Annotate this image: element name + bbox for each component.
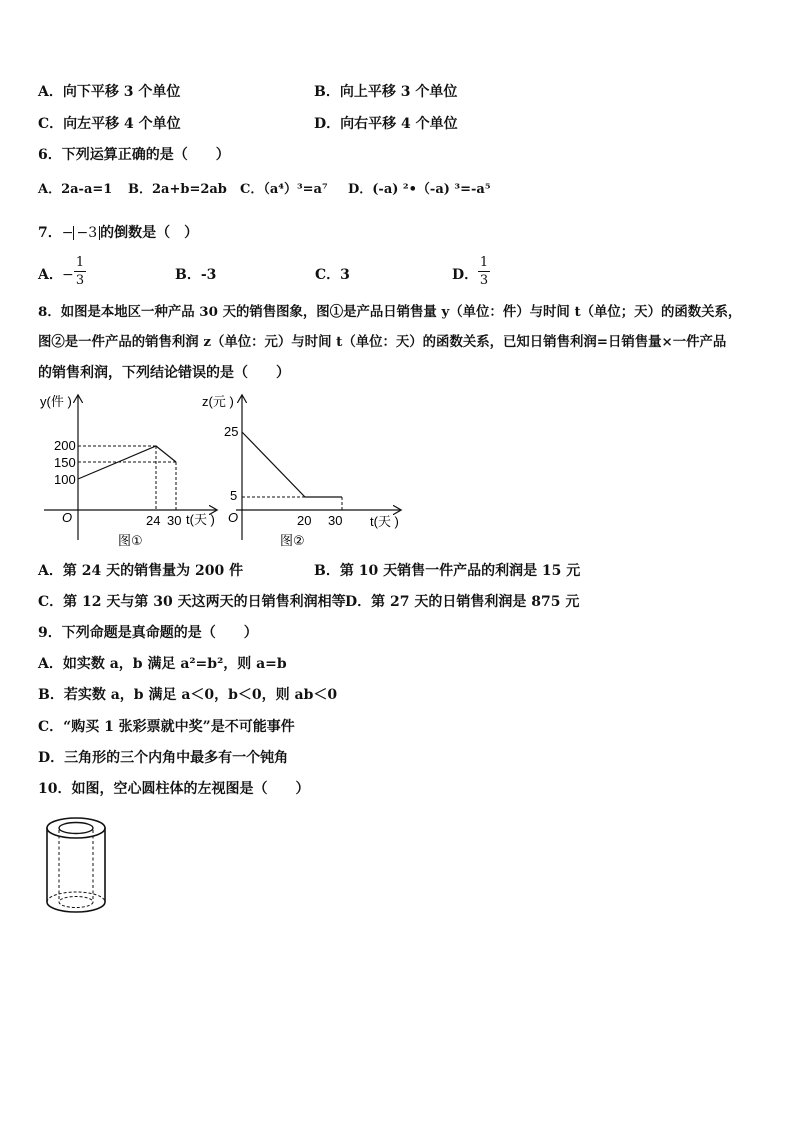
graph-1-y-label: y(件 )	[40, 394, 72, 409]
graph-1-x-label: t(天 )	[186, 512, 215, 527]
q9-option-c: C．“购买 1 张彩票就中奖”是不可能事件	[38, 719, 295, 735]
q7-option-d-numerator: 1	[479, 255, 489, 270]
q8-stem-line-3: 的销售利润，下列结论错误的是（ ）	[38, 365, 290, 381]
q7-option-a-numerator: 1	[75, 255, 85, 270]
cylinder-inner-top	[59, 823, 93, 834]
q7-absolute-value: −3	[73, 226, 100, 240]
q9-option-b: B．若实数 a，b 满足 a＜0，b＜0，则 ab＜0	[38, 687, 338, 703]
q7-number: 7．	[38, 225, 62, 241]
graph-2	[200, 390, 410, 550]
graph-1-tick-y-100: 100	[54, 472, 76, 487]
q7-option-d-fraction	[478, 255, 490, 288]
q7-option-d-denominator: 3	[479, 273, 489, 288]
q5-option-c: C．向左平移 4 个单位	[38, 116, 181, 132]
q8-option-a: A．第 24 天的销售量为 200 件	[38, 563, 244, 579]
graph-1-tick-y-150: 150	[54, 455, 76, 470]
graph-2-y-label: z(元 )	[202, 394, 234, 409]
q7-stem-text: 的倒数是（ ）	[100, 225, 199, 241]
q7-option-a-fraction	[74, 255, 86, 288]
graph-1-origin: O	[62, 510, 73, 525]
q7-option-c: C．3	[315, 267, 350, 283]
q7-option-a-denominator: 3	[75, 273, 85, 288]
graph-1-sales-line	[78, 446, 176, 479]
graph-2-tick-y-25: 25	[224, 424, 239, 439]
q6-option-a: A．2a-a=1	[38, 182, 113, 197]
q9-option-a: A．如实数 a，b 满足 a²=b²，则 a=b	[38, 656, 287, 672]
q6-option-c: C．（a⁴）³=a⁷	[240, 182, 328, 197]
q9-stem: 9．下列命题是真命题的是（ ）	[38, 625, 258, 641]
cylinder-inner-bottom-hidden	[59, 897, 93, 908]
graph-2-profit-line	[242, 432, 342, 497]
graph-1-caption: 图①	[118, 533, 143, 548]
q5-option-a: A．向下平移 3 个单位	[38, 84, 181, 100]
q6-stem: 6．下列运算正确的是（ ）	[38, 147, 230, 163]
q8-option-b: B．第 10 天销售一件产品的利润是 15 元	[314, 563, 581, 579]
hollow-cylinder-figure	[40, 814, 112, 920]
q8-stem-line-1: 8．如图是本地区一种产品 30 天的销售图象，图①是产品日销售量 y（单位：件）与时间 t（单位；天）的函数关系，	[38, 304, 742, 320]
q8-stem-line-2: 图②是一件产品的销售利润 z（单位：元）与时间 t（单位：天）的函数关系，已知日销售利润=日销售量×一件产品	[38, 334, 727, 350]
q7-option-a-sign: −	[62, 267, 74, 283]
cylinder-outer-bottom	[47, 902, 105, 912]
q6-option-d: D．(-a) ²•（-a) ³=-a⁵	[348, 182, 491, 197]
q7-option-b: B．-3	[175, 267, 217, 283]
graph-2-tick-y-5: 5	[230, 488, 238, 503]
cylinder-outer-top	[47, 818, 105, 838]
q7-stem	[38, 224, 198, 242]
q8-option-c: C．第 12 天与第 30 天这两天的日销售利润相等	[38, 594, 346, 610]
graph-1-tick-y-200: 200	[54, 438, 76, 453]
q5-option-d: D．向右平移 4 个单位	[314, 116, 458, 132]
q5-option-b: B．向上平移 3 个单位	[314, 84, 458, 100]
q9-option-d: D．三角形的三个内角中最多有一个钝角	[38, 750, 289, 766]
graph-2-origin: O	[228, 510, 239, 525]
q6-option-b: B．2a+b=2ab	[128, 182, 227, 197]
q8-option-d: D．第 27 天的日销售利润是 875 元	[345, 594, 580, 610]
graph-1	[36, 390, 226, 550]
graph-1-tick-x-24: 24	[146, 513, 161, 528]
graph-2-tick-x-30: 30	[328, 513, 343, 528]
q7-minus: −	[61, 225, 74, 241]
graph-1-tick-x-30: 30	[167, 513, 182, 528]
graph-2-tick-x-20: 20	[297, 513, 312, 528]
graph-2-x-label: t(天 )	[370, 514, 399, 529]
q7-option-d-label: D．	[452, 267, 479, 283]
q10-stem: 10．如图，空心圆柱体的左视图是（ ）	[38, 781, 310, 797]
graph-2-caption: 图②	[280, 533, 305, 548]
q7-option-a-label: A．	[38, 267, 63, 283]
